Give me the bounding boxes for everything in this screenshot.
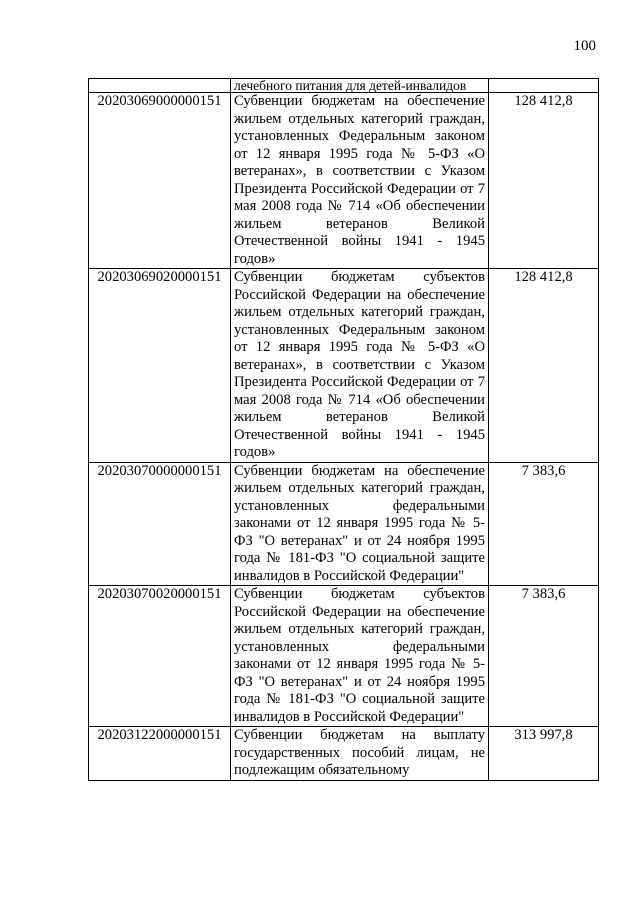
budget-code: 20203069020000151 xyxy=(89,269,231,463)
table-row xyxy=(89,93,599,269)
budget-item-name: Субвенции бюджетам на обеспечение жильем отдельных категорий граждан, установленных федеральными законами от 12 января 1995 года № 5-ФЗ "О ветеранах" и от 24 ноября 1995 года № 181-ФЗ "О социальной защите инвалидов в Российской Федерации" xyxy=(231,462,489,586)
table-row xyxy=(89,727,599,781)
table-row xyxy=(89,586,599,727)
budget-item-name: Субвенции бюджетам субъектов Российской Федерации на обеспечение жильем отдельных категорий граждан, установленных федеральными законами от 12 января 1995 года № 5-ФЗ "О ветеранах" и от 24 ноября 1995 года № 181-ФЗ "О социальной защите инвалидов в Российской Федерации" xyxy=(231,586,489,727)
budget-amount: 128 412,8 xyxy=(489,269,599,463)
table-row xyxy=(89,269,599,463)
continuation-text: лечебного питания для детей-инвалидов xyxy=(231,79,489,93)
budget-item-name: Субвенции бюджетам на обеспечение жильем отдельных категорий граждан, установленных Федеральным законом от 12 января 1995 года № 5-ФЗ «О ветеранах», в соответствии с Указом Президента Российской Федерации от 7 мая 2008 года № 714 «Об обеспечении жильем ветеранов Великой Отечественной войны 1941 - 1945 годов» xyxy=(231,93,489,269)
budget-table xyxy=(88,78,599,781)
budget-amount: 313 997,8 xyxy=(489,727,599,781)
table-row-continuation xyxy=(89,79,599,93)
budget-code: 20203122000000151 xyxy=(89,727,231,781)
budget-code: 20203069000000151 xyxy=(89,93,231,269)
budget-amount: 7 383,6 xyxy=(489,586,599,727)
table-row xyxy=(89,462,599,586)
budget-amount: 7 383,6 xyxy=(489,462,599,586)
budget-item-name: Субвенции бюджетам на выплату государственных пособий лицам, не подлежащим обязательному xyxy=(231,727,489,781)
budget-code: 20203070000000151 xyxy=(89,462,231,586)
amount-cell-empty xyxy=(489,79,599,93)
budget-code: 20203070020000151 xyxy=(89,586,231,727)
page-number: 100 xyxy=(573,38,596,54)
code-cell-empty xyxy=(89,79,231,93)
budget-item-name: Субвенции бюджетам субъектов Российской Федерации на обеспечение жильем отдельных категорий граждан, установленных Федеральным законом от 12 января 1995 года № 5-ФЗ «О ветеранах», в соответствии с Указом Президента Российской Федерации от 7 мая 2008 года № 714 «Об обеспечении жильем ветеранов Великой Отечественной войны 1941 - 1945 годов» xyxy=(231,269,489,463)
budget-amount: 128 412,8 xyxy=(489,93,599,269)
